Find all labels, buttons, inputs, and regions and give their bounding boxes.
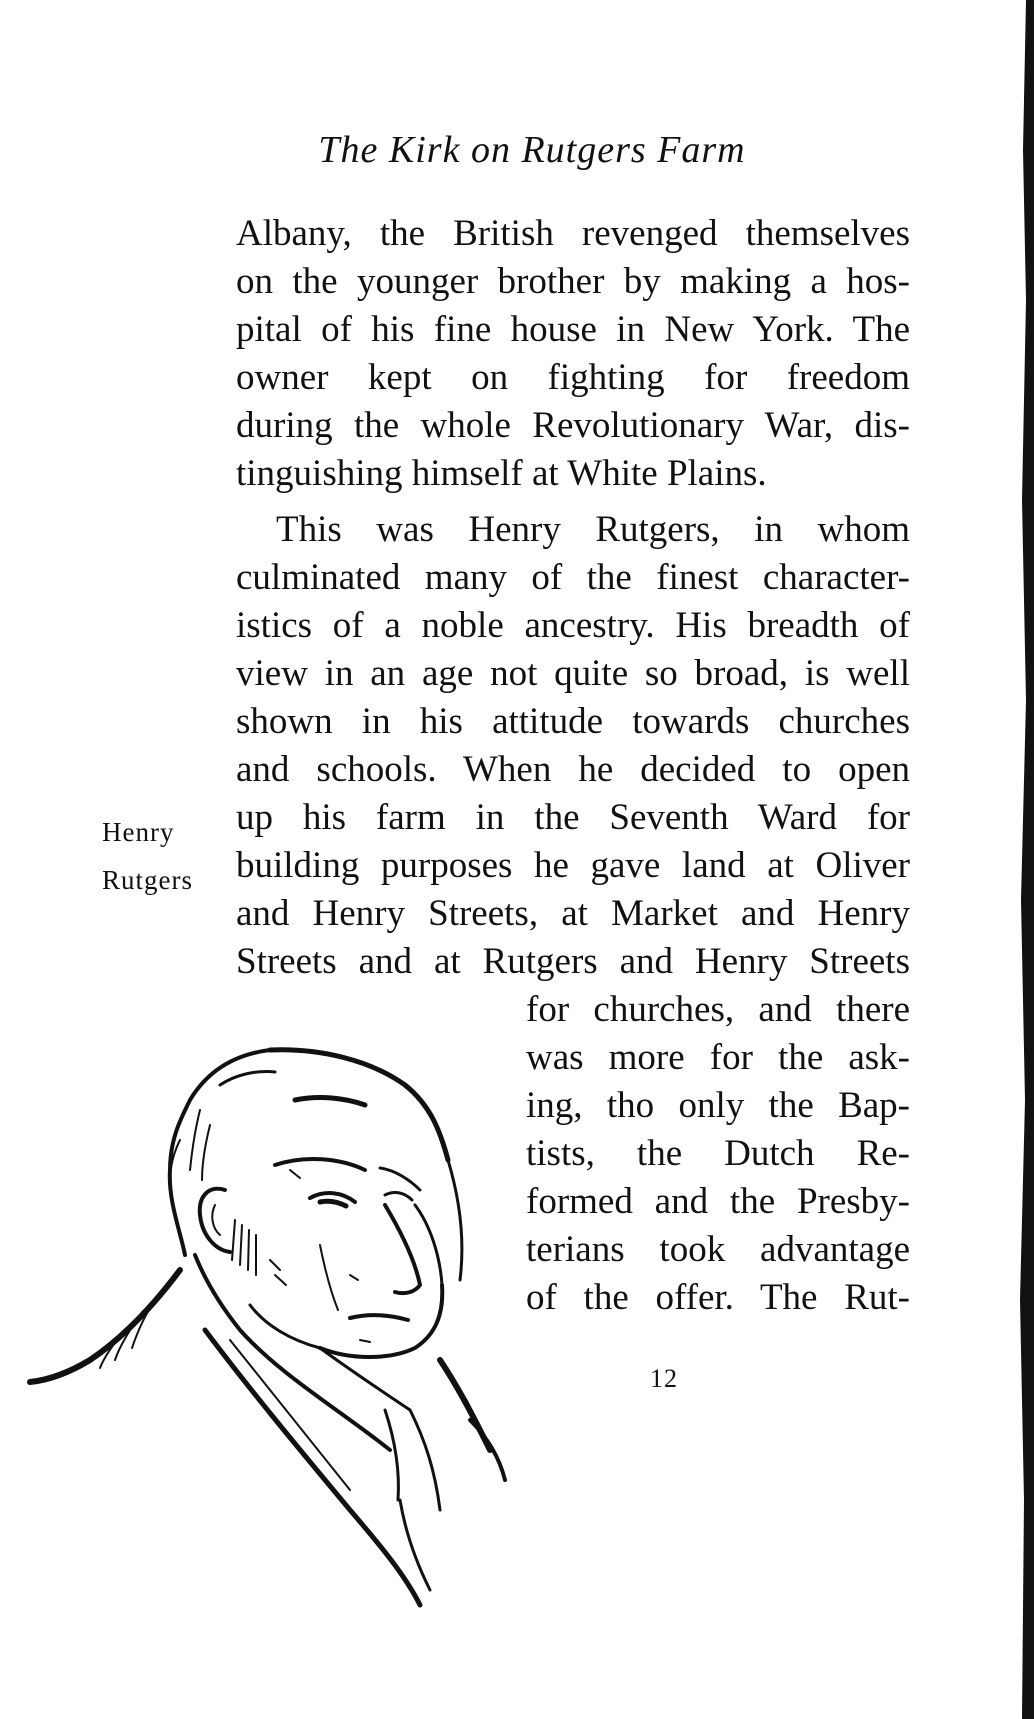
text-line: terians took advantage [526,1229,910,1270]
text-line: owner kept on fighting for freedom [236,357,910,398]
text-line: formed and the Presby- [526,1181,910,1222]
text-line: Albany, the British revenged themselves [236,213,910,254]
text-line: building purposes he gave land at Oliver [236,845,910,886]
text-line: shown in his attitude towards churches [236,701,910,742]
text-line: tists, the Dutch Re- [526,1133,910,1174]
text-line: on the younger brother by making a hos- [236,261,910,302]
text-line: during the whole Revolutionary War, dis- [236,405,910,446]
text-line: was more for the ask- [526,1037,910,1078]
page-number: 12 [650,1364,678,1393]
text-line: istics of a noble ancestry. His breadth of [236,605,910,646]
running-head: The Kirk on Rutgers Farm [318,129,746,171]
text-line: for churches, and there [526,989,910,1030]
text-line: and Henry Streets, at Market and Henry [236,893,910,934]
text-line: tinguishing himself at White Plains. [236,453,767,494]
text-line: view in an age not quite so broad, is well [236,653,910,694]
text-line: This was Henry Rutgers, in whom [276,509,910,550]
text-line: pital of his fine house in New York. The [236,309,910,350]
page-edge-shadow [1016,0,1034,1719]
portrait-illustration [20,1030,530,1670]
text-line: culminated many of the finest character- [236,557,910,598]
sidenote-line-1: Henry [102,817,175,847]
text-line: ing, tho only the Bap- [526,1085,910,1126]
text-line: Streets and at Rutgers and Henry Streets [236,941,910,982]
text-line: of the offer. The Rut- [526,1277,910,1318]
text-line: up his farm in the Seventh Ward for [236,797,910,838]
sidenote-line-2: Rutgers [102,865,193,895]
text-line: and schools. When he decided to open [236,749,910,790]
